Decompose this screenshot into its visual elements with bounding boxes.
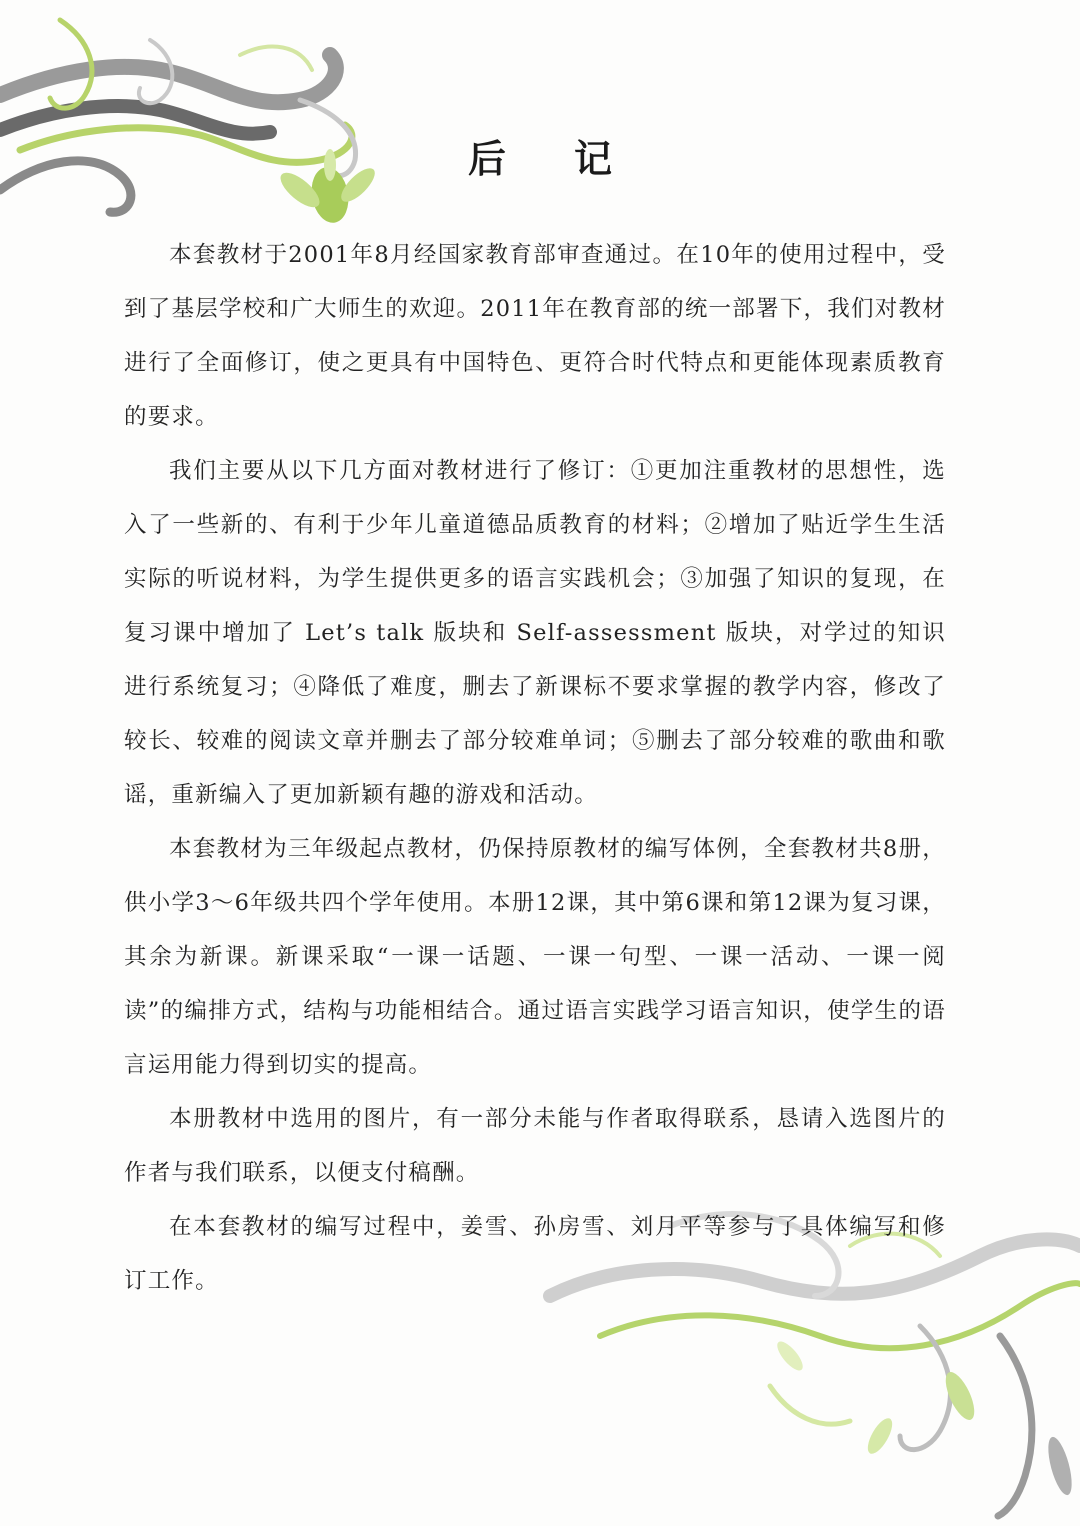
page-title <box>0 128 1080 183</box>
paragraph: 本册教材中选用的图片，有一部分未能与作者取得联系，恳请入选图片的作者与我们联系，以便支付稿酬。 <box>124 1106 946 1186</box>
paragraph: 我们主要从以下几方面对教材进行了修订：①更加注重教材的思想性，选入了一些新的、有利于少年儿童道德品质教育的材料；②增加了贴近学生生活实际的听说材料，为学生提供更多的语言实践机会；③加强了知识的复现，在复习课中增加了 Let’s talk 版块和 Self-assessment 版块，对学过的知识进行系统复习；④降低了难度，删去了新课标不要求掌握的教学内容，修改了较长、较难的阅读文章并删去了部分较难单词；⑤删去了部分较难的歌曲和歌谣，重新编入了更加新颖有趣的游戏和活动。 <box>124 458 946 808</box>
paragraph: 本套教材为三年级起点教材，仍保持原教材的编写体例，全套教材共8册，供小学3～6年级共四个学年使用。本册12课，其中第6课和第12课为复习课，其余为新课。新课采取“一课一话题、一课一句型、一课一活动、一课一阅读”的编排方式，结构与功能相结合。通过语言实践学习语言知识，使学生的语言运用能力得到切实的提高。 <box>124 836 946 1078</box>
top-left-swirl-decoration <box>0 0 420 240</box>
title-char: 记 <box>574 137 613 181</box>
paragraph: 本套教材于2001年8月经国家教育部审查通过。在10年的使用过程中，受到了基层学校和广大师生的欢迎。2011年在教育部的统一部署下，我们对教材进行了全面修订，使之更具有中国特色、更符合时代特点和更能体现素质教育的要求。 <box>124 242 946 430</box>
title-char: 后 <box>467 137 506 181</box>
afterword-body <box>124 228 946 1308</box>
paragraph: 在本套教材的编写过程中，姜雪、孙房雪、刘月平等参与了具体编写和修订工作。 <box>124 1214 946 1294</box>
